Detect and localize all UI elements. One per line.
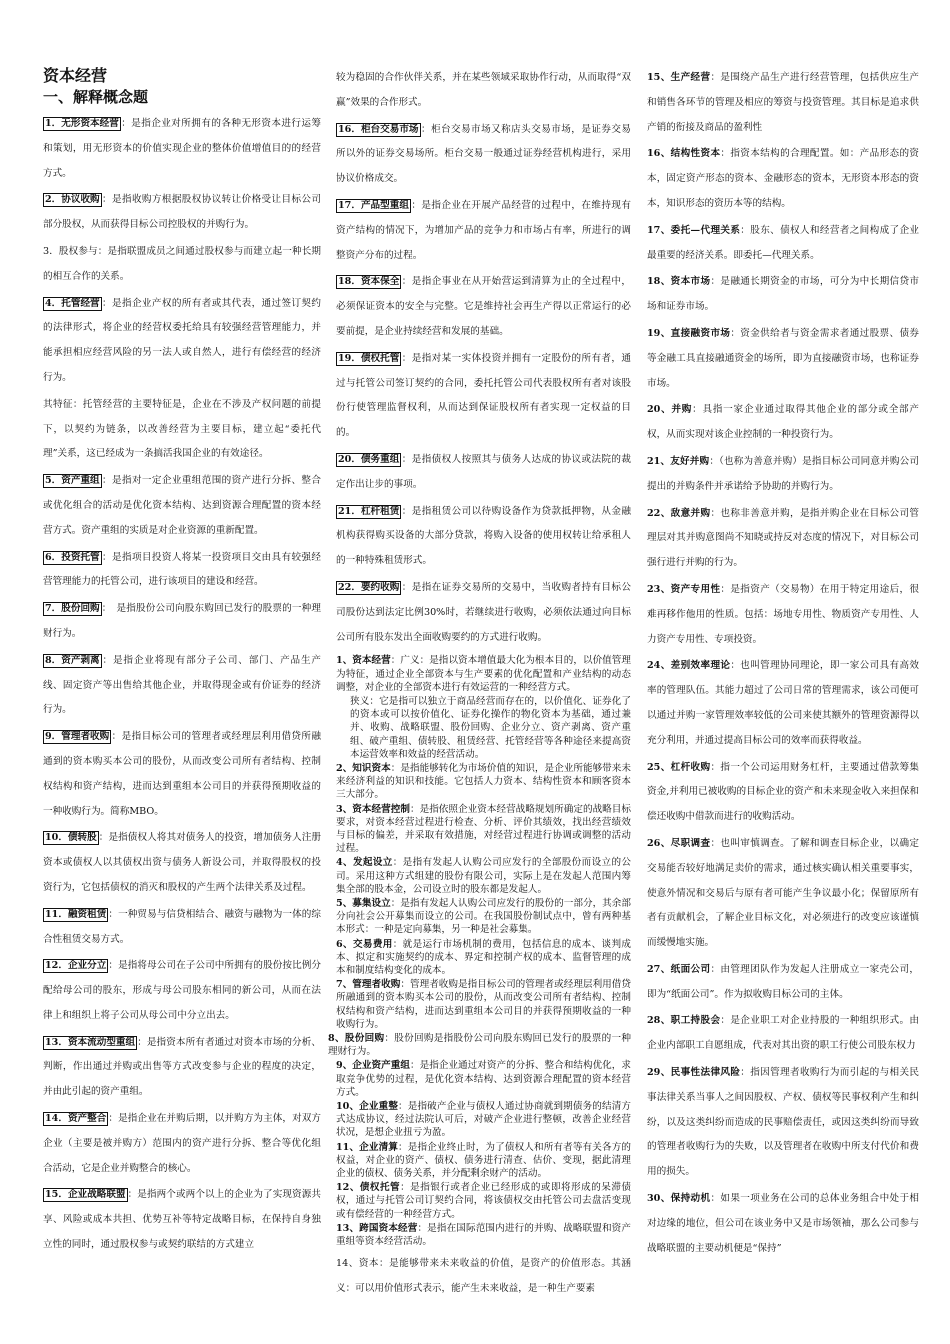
term-definition: 狭义：它是指可以独立于商品经营而存在的，以价值化、证券化了的资本或可以按价值化、证券化操作的物化资本为基础，通过兼并、收购、战略联盟、股份回购、企业分立、资产剥离、资产重组、破产重组、债转股、租赁经营、托管经营等各种途径来提高资本运营效率和效益的经营活动。 (350, 695, 631, 760)
term-name: 11、企业清算 (336, 1141, 399, 1153)
term-name: 11．融资租赁 (45, 908, 107, 920)
term-definition: ：是围绕产品生产进行经营管理，包括供应生产和销售各环节的管理及相应的筹资与投资管理。其目标是追求供产销的衔接及商品的盈利性 (647, 72, 920, 133)
term-entry (647, 322, 919, 396)
term-entry (43, 649, 321, 723)
term-entry (336, 1100, 631, 1140)
term-definition: 其特征：托管经营的主要特征是，企业在不涉及产权问题的前提下，以契约为链条，以改善经营为主要目标，建立起“委托代理”关系，这已经成为一条搞活我国企业的有效途径。 (43, 398, 321, 460)
term-entry (43, 826, 321, 900)
term-entry (43, 1107, 321, 1181)
term-name: 25、杠杆收购 (647, 761, 711, 773)
term-definition: ：是指破产企业与债权人通过协商就到期债务的结清方式达成协议，经过法院认可后，对破产企业进行整顿，改善企业经营状况，是想企业扭亏为盈。 (336, 1101, 631, 1139)
term-definition: ：是指资产（交易物）在用于特定用途后，很难再移作他用的性质。包括：场地专用性、物质资产专用性、人力资产专用性、专项投资。 (647, 583, 920, 645)
term-definition: ：具指一家企业通过取得其他企业的部分或全部产权，从而实现对该企业控制的一种投资行为。 (647, 404, 919, 441)
term-entry (336, 194, 631, 268)
term-entry (336, 448, 631, 498)
term-definition: ：是融通长期资金的市场，可分为中长期信贷市场和证券市场。 (647, 276, 920, 313)
section-heading: 一、解释概念题 (43, 88, 149, 106)
term-definition: ：是指企业对所拥有的各种无形资本进行运筹和策划，用无形资本的价值实现企业的整体价值增值目的的经营方式。 (43, 118, 321, 179)
term-definition: ：是指在国际范围内进行的并购、战略联盟和资产重组等资本经营活动。 (336, 1222, 631, 1248)
term-definition: ： 是指股份公司向股东购回已发行的股票的一种理财行为。 (43, 603, 321, 639)
term-definition: ：（也称为善意并购）是指目标公司同意并购公司提出的并购条件并承诺给予协助的并购行为。 (647, 455, 920, 492)
term-name: 19．债权托管 (338, 352, 400, 364)
term-name: 6、交易费用 (336, 938, 393, 950)
term-name: 17．产品型重组 (338, 199, 409, 211)
term-entry (43, 546, 321, 596)
term-definition: ：是指企事业在从开始营运到清算为止的全过程中，必须保证资本的安全与完整。它是维持社会再生产得以正常运行的必要前提，是企业持续经营和发展的基础。 (336, 276, 631, 337)
term-name: 24、差别效率理论 (647, 660, 731, 672)
term-definition: ：是指企业将现有部分子公司、部门、产品生产线、固定资产等出售给其他企业，并取得现金或有价证券的经济行为。 (43, 654, 321, 716)
term-entry (647, 654, 919, 753)
term-definition: ：指因管理者收购行为而引起的与相关民事法律关系当事人之间因股权、产权、债权等民事权利产生和纠纷，以及这类纠纷而造成的民事赔偿责任，或因这类纠纷而导致的管理者收购行为的失败，以及管理者在收购中所支付代价和费用的损失。 (647, 1067, 920, 1178)
term-definition: ：是指能够转化为市场价值的知识，是企业所能够带来未来经济利益的知识和技能。它包括人力资本、结构性资本和顾客资本三大部分。 (336, 762, 631, 801)
term-name: 2．协议收购 (45, 194, 100, 206)
term-definition: ：是指企业终止时，为了债权人和所有者等有关各方的权益，对企业的资产、债权、债务进行清查、估价、变现，据此清理企业的债权、债务关系，并分配剩余财产的活动。 (336, 1141, 631, 1180)
term-definition: ：是指对某一实体投资并拥有一定股份的所有者，通过与托管公司签订契约的合同，委托托管公司代表股权所有者对该股份行使管理监督权利，从而达到保证股权所有者实现一定权益的目的。 (336, 352, 631, 439)
term-name: 8、股份回购 (328, 1033, 385, 1045)
term-entry (647, 270, 919, 320)
term-entry (647, 66, 919, 140)
term-name: 18、资本市场 (647, 276, 711, 288)
term-definition: 3．股权参与：是指联盟成员之间通过股权参与而建立起一种长期的相互合作的关系。 (43, 245, 321, 282)
term-entry (647, 1061, 919, 1185)
term-entry (43, 393, 321, 467)
term-entry (43, 188, 321, 238)
term-name: 10、企业重整 (336, 1101, 399, 1113)
term-name: 3、资本经营控制 (336, 803, 410, 815)
term-entry (43, 597, 321, 647)
term-name: 18．资本保全 (338, 276, 400, 288)
term-definition: ：是指依照企业资本经营战略规划所确定的战略目标要求，对资本经营过程进行检查、分析、评价其绩效，找出经营绩效与目标的偏差，并采取有效措施，对经营过程进行协调或调整的活动过程。 (336, 803, 631, 855)
term-entry (336, 576, 631, 650)
term-name: 21、友好并购 (647, 455, 710, 467)
term-name: 7、管理者收购 (336, 979, 401, 991)
term-entry (647, 756, 919, 830)
term-entry (336, 347, 631, 446)
term-definition: ：如果一项业务在公司的总体业务组合中处于相对边缘的地位，但公司在该业务中又是市场领袖，那么公司参与战略联盟的主要动机便是“保持” (647, 1193, 920, 1254)
column-left (43, 66, 321, 1260)
term-entry (336, 1222, 631, 1248)
term-name: 1、资本经营 (336, 655, 391, 667)
term-definition: ：是指企业产权的所有者或其代表，通过签订契约的法律形式，将企业的经营权委托给具有较强经营管理能力，并能承担相应经营风险的另一法人或自然人，进行有偿经营的经济行为。 (43, 297, 321, 383)
term-name: 13．资本流动型重组 (45, 1036, 136, 1048)
term-entry (336, 978, 631, 1031)
term-definition: ：是指对一定企业重组范围的资产进行分拆、整合或优化组合的活动是优化资本结构、达到资源合理配置的资本经营方式。资产重组的实质是对企业资源的重新配置。 (43, 475, 321, 536)
term-entry (336, 856, 631, 896)
term-definition: ：股东、债权人和经营者之间构成了企业最重要的经济关系。即委托—代理关系。 (647, 224, 920, 261)
term-entry (328, 1032, 631, 1058)
term-entry (336, 762, 631, 802)
term-entry (336, 803, 631, 856)
term-entry (43, 469, 321, 543)
term-list-right (647, 66, 919, 1261)
term-definition: ：是指项目投资人将某一投资项目交由具有较强经营管理能力的托管公司，进行该项目的建设和经营。 (43, 551, 321, 588)
term-list-middle (336, 66, 631, 650)
term-entry (43, 725, 321, 824)
term-name: 10．债转股 (45, 832, 97, 844)
term-entry (336, 897, 631, 937)
term-definition: ：也叫审慎调查。了解和调查目标企业，以确定交易能否较好地满足卖价的需求，通过核实确认相关重要事实，使意外情况和交易后与原有者可能产生争议最小化；保留原所有者有贡献机会，了解企业目标文化，对必须进行的改变应该谨慎而缓慢地实施。 (647, 837, 920, 949)
term-name: 27、纸面公司 (647, 963, 711, 975)
term-entry (336, 270, 631, 344)
term-list-left (43, 112, 321, 1258)
term-definition: ：广义：是指以资本增值最大化为根本目的，以价值管理为特征，通过企业全部资本与生产要素的优化配置和产业结构的动态调整，对企业的全部资本进行有效运营的一种经营方式。 (336, 655, 631, 693)
term-name: 1．无形资本经营 (45, 118, 119, 129)
term-definition: ：是指企业在开展产品经营的过程中，在维持现有资产结构的情况下，为增加产品的竞争力和市场占有率，所进行的调整资产分布的过程。 (336, 199, 631, 261)
term-entry (43, 292, 321, 391)
term-entry (336, 1141, 631, 1181)
term-name: 5．资产重组 (45, 475, 100, 487)
term-entry (336, 500, 631, 574)
term-entry (647, 832, 919, 956)
term-name: 8．资产剥离 (45, 654, 100, 666)
term-name: 22、敌意并购 (647, 507, 711, 519)
term-entry (647, 1009, 919, 1059)
column-right (647, 66, 919, 1263)
term-definition: ：是指债权人将其对债务人的投资，增加债务人注册资本或债权人以其债权出资与债务人新设公司，并取得股权的投资行为，它包括债权的消灭和股权的产生两个法律关系及过程。 (43, 832, 321, 893)
term-name: 20、并购 (647, 404, 693, 416)
term-entry (647, 398, 919, 448)
term-entry (647, 142, 919, 216)
term-entry (336, 938, 631, 978)
term-definition: ：是指将母公司在子公司中所拥有的股份按比例分配给母公司的股东，形成与母公司股东相同的新公司，从而在法律上和组织上将子公司从母公司中分立出去。 (43, 960, 321, 1021)
term-name: 4、发起设立 (336, 857, 393, 869)
term-definition: ：是指企业通过对资产的分拆、整合和结构优化，求取竞争优势的过程，是优化资本结构、达到资源合理配置的资本经营方式。 (336, 1060, 631, 1098)
term-name: 16、结构性资本 (647, 148, 721, 160)
term-entry (647, 1187, 919, 1261)
term-list-middle-compact (328, 654, 632, 1248)
term-definition: ：也称非善意并购，是指并购企业在目标公司管理层对其并购意图尚不知晓或持反对态度的情况下，对目标公司强行进行并购的行为。 (647, 507, 920, 569)
term-definition: ：是指银行或者企业已经形成的或即将形成的呆滞债权，通过与托管公司订契约合同，将该债权交由托管公司去盘活变现或有偿经营的一种经营方式。 (336, 1182, 631, 1220)
term-entry (336, 66, 631, 116)
term-name: 17、委托—代理关系 (647, 224, 741, 236)
term-name: 22．要约收购 (338, 581, 400, 593)
term-definition: 较为稳固的合作伙伴关系，并在某些领域采取协作行动，从而取得“双赢”效果的合作形式。 (336, 72, 631, 108)
term-definition: ：也叫管理协同理论，即一家公司具有高效率的管理队伍。其能力超过了公司日常的管理需求，该公司便可以通过并购一家管理效率较低的公司来使其额外的管理资源得以充分利用，并通过提高目标公司的效率而获得收益。 (647, 660, 919, 746)
term-entry (43, 954, 321, 1028)
term-entry: 14、资本：是能够带来未来收益的价值，是资产的价值形态。其涵义：可以用价值形式表示，能产生未来收益，是一种生产要素 (336, 1258, 631, 1295)
term-name: 5、募集设立 (336, 897, 391, 909)
term-name: 26、尽职调查 (647, 837, 711, 849)
term-name: 12．企业分立 (45, 960, 107, 972)
term-definition: ：是指企业在并购后期，以并购方为主体，对双方企业（主要是被并购方）范围内的资产进行分拆、整合等优化组合活动，它是企业并购整合的核心。 (43, 1113, 321, 1174)
term-definition: ：是指收购方根据股权协议转让价格受让目标公司部分股权，从而获得目标公司控股权的并购行为。 (43, 194, 321, 231)
term-definition: ：是指有发起人认购公司应发行的全部股份而设立的公司。采用这种方式组建的股份有限公司，实际上是在发起人范围内筹集全部的股本金，公司设立时的股东都是发起人。 (336, 857, 631, 895)
term-definition: ：是指债权人按照其与债务人达成的协议或法院的裁定作出让步的事项。 (336, 453, 631, 490)
term-name: 7．股份回购 (45, 603, 100, 615)
term-definition: ：资金供给者与资金需求者通过股票、债券等金融工具直接融通资金的场所，即为直接融资市场，也称证券市场。 (647, 327, 919, 389)
term-name: 12、债权托管 (336, 1182, 401, 1194)
term-entry (336, 654, 631, 694)
term-entry (647, 219, 919, 269)
term-entry (43, 112, 321, 186)
term-entry (43, 903, 321, 953)
term-entry (647, 450, 919, 500)
term-name: 19、直接融资市场 (647, 327, 731, 339)
term-entry (43, 1031, 321, 1105)
term-entry (647, 578, 919, 652)
column-middle (328, 66, 632, 1304)
term-definition: ：就是运行市场机制的费用，包括信息的成本、谈判成本、拟定和实施契约的成本、界定和控制产权的成本、监督管理的成本和制度结构变化的成本。 (336, 938, 631, 976)
term-definition: ：一种贸易与信贷相结合、融资与融物为一体的综合性租赁交易方式。 (43, 908, 321, 945)
term-definition: ：柜台交易市场又称店头交易市场，是证券交易所以外的证券交易场所。柜台交易一般通过证券经营机构进行，采用协议价格成交。 (336, 123, 631, 185)
term-name: 6．投资托管 (45, 551, 100, 563)
term-name: 15、生产经营 (647, 72, 711, 83)
term-definition: ：是企业职工对企业持股的一种组织形式。由企业内部职工自愿组成，代表对其出资的职工行使公司股东权力 (647, 1015, 920, 1052)
term-entry (336, 1181, 631, 1221)
term-name: 14．资产整合 (45, 1113, 107, 1125)
term-name: 30、保持动机 (647, 1193, 711, 1205)
term-definition: ：指一个公司运用财务杠杆，主要通过借款筹集资金,并利用已被收购的目标企业的资产和未来现金收入来担保和偿还收购中借款而进行的收购活动。 (647, 761, 920, 823)
document-title: 资本经营 (43, 66, 108, 85)
term-entry (43, 1183, 321, 1257)
term-definition: ：指资本结构的合理配置。如：产品形态的资本，固定资产形态的资本、金融形态的资本，无形资本形态的资本，知识形态的资历本等的结构。 (647, 148, 920, 209)
term-definition: ：是指目标公司的管理者或经理层利用借贷所融通到的资本购买本公司的股份，从而改变公司所有者结构、控制权结构和资产结构，进而达到重组本公司目的并获得预期收益的一种收购行为。简称MBO。 (43, 731, 321, 817)
term-definition: ：是指两个或两个以上的企业为了实现资源共享、风险或成本共担、优势互补等特定战略目标，在保持自身独立性的同时，通过股权参与或契约联结的方式建立 (43, 1189, 321, 1251)
term-definition: ：是指有发起人认购公司应发行的股份的一部分，其余部分向社会公开募集而设立的公司。在我国股份制试点中，曾有两种基本形式：一种是定向募集，另一种是社会募集。 (336, 897, 631, 936)
term-name: 23、资产专用性 (647, 583, 721, 595)
term-name: 13、跨国资本经营 (336, 1222, 418, 1234)
term-entry (336, 1059, 631, 1099)
term-definition: ：管理者收购是指目标公司的管理者或经理层利用借贷所融通到的资本购买本公司的股份，从而改变公司所有者结构、控制权结构和资产结构，进而达到重组本公司目的并获得预期收益的一种收购行为。 (336, 979, 631, 1030)
term-name: 2、知识资本 (336, 762, 391, 774)
term-entry (43, 240, 321, 290)
term-name: 9．管理者收购 (45, 731, 110, 743)
term-definition: ：是指租赁公司以待购设备作为贷款抵押物，从金融机构获得购买设备的大部分贷款，将购入设备的使用权转让给承租人的一种特殊租赁形式。 (336, 505, 631, 567)
term-name: 20．债务重组 (338, 453, 400, 465)
term-entry (336, 118, 631, 192)
term-definition: ：股份回购是指股份公司向股东购回已发行的股票的一种理财行为。 (328, 1033, 632, 1058)
term-definition: ：是指资本所有者通过对资本市场的分析、判断，作出通过并购或出售等方式改变参与企业的程度的决定，并由此引起的资产重组。 (43, 1036, 321, 1098)
term-name: 4．托管经营 (45, 297, 100, 309)
term-entry (336, 695, 631, 761)
term-name: 28、职工持股会 (647, 1015, 721, 1027)
term-entry (647, 502, 919, 576)
term-name: 16．柜台交易市场 (338, 123, 419, 135)
term-name: 15．企业战略联盟 (45, 1189, 126, 1201)
term-name: 9、企业资产重组 (336, 1060, 410, 1072)
term-definition: ：是指在证券交易所的交易中，当收购者持有目标公司股份达到法定比例30%时，若继续进行收购，必须依法通过向目标公司所有股东发出全面收购要约的方式进行收购。 (336, 581, 631, 643)
term-definition: ：由管理团队作为发起人注册成立一家壳公司，即为“纸面公司”。作为拟收购目标公司的主体。 (647, 963, 920, 1000)
term-name: 29、民事性法律风险 (647, 1067, 741, 1079)
term-name: 21．杠杆租赁 (338, 505, 400, 517)
term-entry (647, 958, 919, 1008)
